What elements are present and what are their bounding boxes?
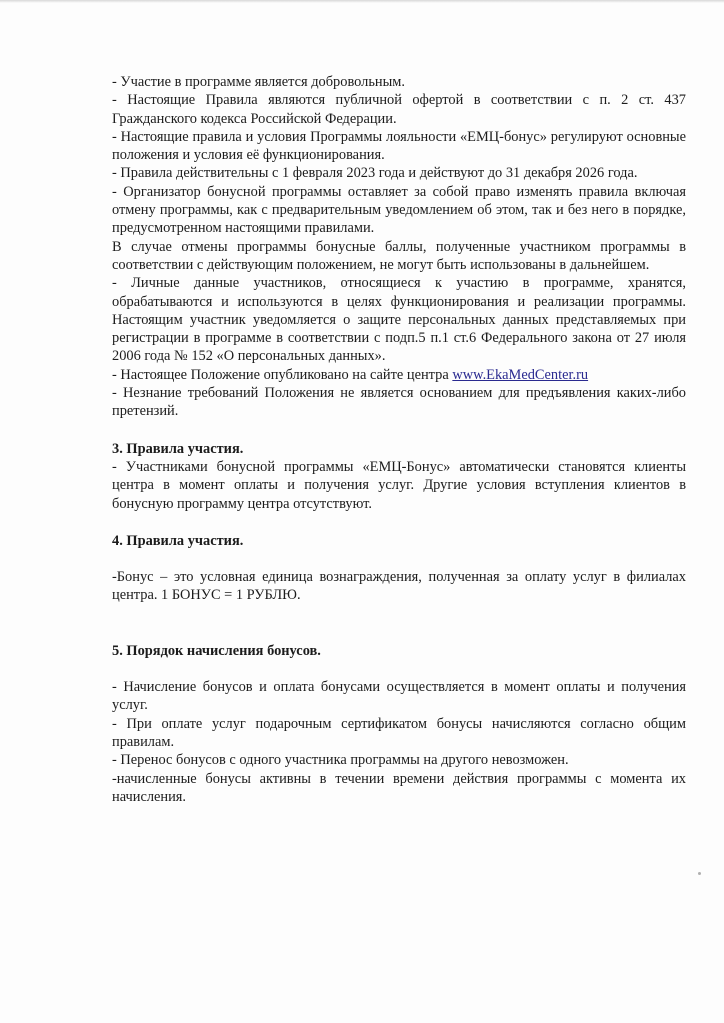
scan-edge-shadow — [0, 0, 724, 3]
item-public-offer: - Настоящие Правила являются публичной офертой в соответствии с п. 2 ст. 437 Гражданского кодекса Российской Федерации. — [112, 92, 686, 127]
item-voluntary: - Участие в программе является добровольным. — [112, 74, 405, 90]
section5-item-transfer: - Перенос бонусов с одного участника программы на другого невозможен. — [112, 752, 569, 769]
item-program-rules: - Настоящие правила и условия Программы лояльности «ЕМЦ-бонус» регулируют основные положения и условия её функционирования. — [112, 128, 686, 164]
section5-item-accrual: - Начисление бонусов и оплата бонусами осуществляется в момент оплаты и получения услуг. — [112, 679, 686, 714]
section5-item-active: -начисленные бонусы активны в течении времени действия программы с момента их начисления. — [112, 770, 686, 805]
item-personal-data: - Личные данные участников, относящиеся к участию в программе, хранятся, обрабатываются и используются в целях функционирования и реализации программы. Настоящим участник уведомляется о защите персональных данных представляемых при регистрации в программе в соответствии с подп.5 п.1 ст.6 Федерального закона от 27 июля 2006 года № 152 «О персональных данных». — [112, 275, 686, 365]
website-link[interactable]: www.EkaMedCenter.ru — [452, 366, 589, 383]
section5-heading: 5. Порядок начисления бонусов. — [112, 642, 321, 659]
section4-heading: 4. Правила участия. — [112, 532, 244, 549]
published-text: - Настоящее Положение опубликовано на сайте центра — [112, 366, 453, 383]
item-cancellation: В случае отмены программы бонусные баллы, полученные участником программы в соответствии с действующим положением, не могут быть использованы в дальнейшем. — [112, 238, 686, 273]
section4-text: -Бонус – это условная единица вознаграждения, полученная за оплату услуг в филиалах центра. 1 БОНУС = 1 РУБЛЮ. — [112, 569, 686, 604]
section3-heading: 3. Правила участия. — [112, 440, 244, 457]
item-ignorance: - Незнание требований Положения не является основанием для предъявления каких-либо претензий. — [112, 385, 686, 420]
item-organizer-rights: - Организатор бонусной программы оставляет за собой право изменять правила включая отмену программы, как с предварительным уведомлением об этом, так и без него в порядке, предусмотренном настоящими правилами. — [112, 183, 686, 237]
section3-text: - Участниками бонусной программы «ЕМЦ-Бонус» автоматически становятся клиенты центра в момент оплаты и получения услуг. Другие условия вступления клиентов в бонусную программу центра отсутствуют. — [112, 458, 686, 512]
item-published — [112, 366, 686, 384]
section5-item-certificate: - При оплате услуг подарочным сертификатом бонусы начисляются согласно общим правилам. — [112, 715, 686, 750]
document-body — [112, 73, 686, 806]
item-validity-period: - Правила действительны с 1 февраля 2023 года и действуют до 31 декабря 2026 года. — [112, 165, 638, 182]
scan-speck — [698, 872, 701, 875]
